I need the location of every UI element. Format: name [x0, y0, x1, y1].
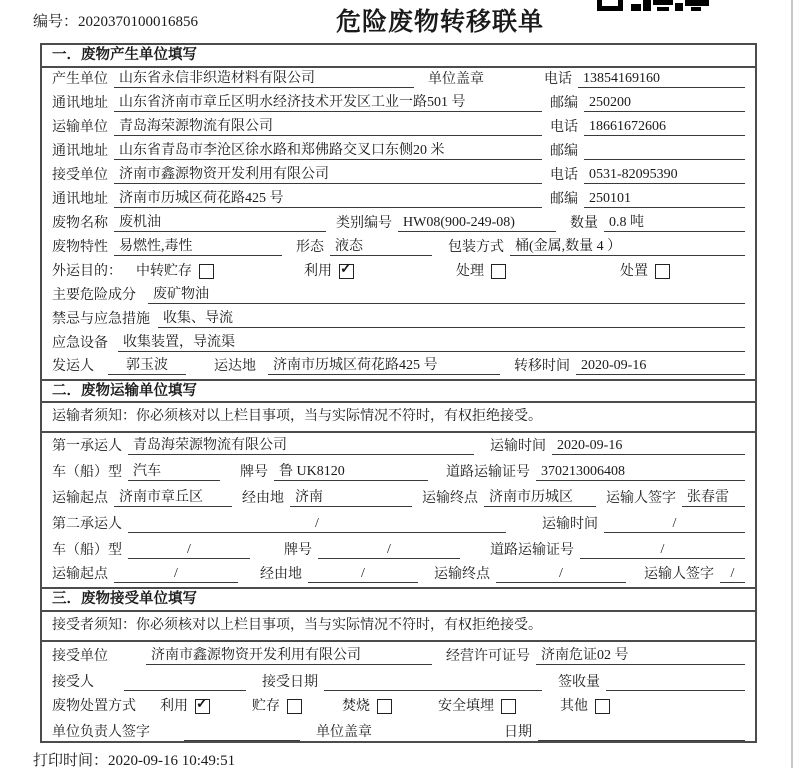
carrier2-vehicle-value: /	[128, 541, 250, 559]
carrier1-origin-value: 济南市章丘区	[114, 489, 232, 507]
row-receiver	[42, 164, 755, 188]
head-signature-label: 单位负责人签字	[52, 725, 150, 740]
transporter-notice-text: 运输者须知：你必须核对以上栏目事项，当与实际情况不符时，有权拒绝接受。	[52, 408, 542, 424]
purpose-option-recycle	[304, 263, 354, 280]
row-transporter	[42, 116, 755, 140]
purpose-label: 外运目的：	[52, 263, 122, 279]
producer-value: 山东省永信非织造材料有限公司	[114, 70, 414, 88]
receiver-phone-value: 0531-82095390	[584, 166, 745, 184]
row-head-signature	[42, 720, 755, 745]
head-signature-value	[184, 723, 300, 741]
origin-label: 运输起点	[52, 567, 108, 582]
row-producer	[42, 68, 755, 92]
phone-label: 电话	[544, 72, 572, 87]
row-hazard-component	[42, 284, 755, 308]
accept-date-label: 接受日期	[262, 675, 318, 690]
carrier1-sign-value: 张春雷	[682, 489, 745, 507]
carrier1-permit-value: 370213006408	[536, 463, 745, 481]
destination-value: 济南市历城区荷花路425 号	[268, 357, 500, 375]
date-value	[538, 723, 745, 741]
category-value: HW08(900-249-08)	[398, 214, 556, 232]
row-waste-name	[42, 212, 755, 236]
accept-unit-label: 接受单位	[52, 649, 108, 664]
receiver-notice-text: 接受者须知：你必须核对以上栏目事项，当与实际情况不符时，有权拒绝接受。	[52, 617, 542, 633]
section2-header	[42, 381, 755, 403]
check-mark: ✓	[340, 261, 352, 277]
purpose-option-treatment	[456, 263, 506, 280]
transporter-value: 青岛海荣源物流有限公司	[114, 118, 542, 136]
print-time-value: 2020-09-16 10:49:51	[108, 753, 236, 768]
accept-date-value	[324, 673, 542, 691]
carrier2-sign-value: /	[720, 565, 745, 583]
license-value: 济南危证02 号	[536, 647, 745, 665]
purpose-option-disposal	[620, 263, 670, 280]
option-label: 中转贮存	[136, 263, 192, 279]
purpose-option-transfer-storage	[136, 263, 214, 280]
row-carrier1-vehicle	[42, 459, 755, 485]
row-emergency-measures	[42, 308, 755, 332]
checkbox-disposal	[655, 264, 670, 279]
section1-title: 一．废物产生单位填写	[52, 47, 197, 63]
packing-label: 包装方式	[448, 240, 504, 255]
disposal-option-storage	[252, 698, 302, 715]
carrier2-time-value: /	[604, 515, 745, 533]
destination-label: 运达地	[214, 359, 256, 374]
row-carrier2	[42, 511, 755, 537]
hazard-component-label: 主要危险成分	[52, 288, 136, 303]
manifest-form	[40, 43, 757, 743]
waste-name-value: 废机油	[114, 214, 326, 232]
option-label: 安全填埋	[438, 699, 494, 714]
carrier1-end-value: 济南市历城区	[484, 489, 596, 507]
row-sender	[42, 356, 755, 381]
row-transporter-notice	[42, 403, 755, 433]
producer-phone-value: 13854169160	[578, 70, 745, 88]
form-value: 液态	[330, 238, 432, 256]
section2-title: 二．废物运输单位填写	[52, 382, 197, 399]
carrier2-origin-value: /	[114, 565, 238, 583]
phone-label: 电话	[550, 120, 578, 135]
transport-time-label: 运输时间	[542, 517, 598, 532]
received-amount-label: 签收量	[558, 675, 600, 690]
option-label: 利用	[160, 699, 188, 714]
category-label: 类别编号	[336, 216, 392, 231]
carrier2-plate-value: /	[318, 541, 460, 559]
print-time-label: 打印时间：	[33, 753, 109, 768]
plate-label: 牌号	[240, 465, 268, 480]
row-producer-address	[42, 92, 755, 116]
zip-label: 邮编	[550, 96, 578, 111]
doc-number-label: 编号：	[33, 14, 79, 30]
carrier2-via-value: /	[308, 565, 418, 583]
row-emergency-equipment	[42, 332, 755, 356]
emergency-equipment-value: 收集装置，导流渠	[118, 334, 745, 352]
section3-header	[42, 589, 755, 612]
page-title: 危险废物转移联单	[335, 9, 544, 36]
section1-header	[42, 45, 755, 68]
row-recipient	[42, 669, 755, 695]
carrier-sign-label: 运输人签字	[644, 567, 714, 582]
option-label: 贮存	[252, 699, 280, 714]
check-mark: ✓	[196, 697, 208, 712]
checkbox-transfer-storage	[199, 264, 214, 279]
origin-label: 运输起点	[52, 491, 108, 506]
unit-seal-label: 单位盖章	[316, 725, 372, 740]
row-waste-character	[42, 236, 755, 260]
checkbox-treatment	[491, 264, 506, 279]
disposal-method-label: 废物处置方式	[52, 699, 136, 714]
transporter-zip-value	[584, 142, 745, 160]
row-receiver-notice	[42, 612, 755, 642]
transporter-label: 运输单位	[52, 120, 108, 135]
recipient-value	[124, 673, 246, 691]
producer-label: 产生单位	[52, 72, 108, 87]
vehicle-type-label: 车（船）型	[52, 465, 122, 480]
carrier-sign-label: 运输人签字	[606, 491, 676, 506]
row-accept-unit	[42, 642, 755, 669]
carrier1-label: 第一承运人	[52, 439, 122, 454]
checkbox-disposal-other	[595, 699, 610, 714]
receiver-label: 接受单位	[52, 168, 108, 183]
row-carrier1	[42, 433, 755, 459]
zip-label: 邮编	[550, 192, 578, 207]
carrier2-end-value: /	[496, 565, 626, 583]
accept-unit-value: 济南市鑫源物资开发利用有限公司	[146, 647, 432, 665]
license-label: 经营许可证号	[446, 649, 530, 664]
disposal-option-recycle	[160, 698, 210, 715]
received-amount-value	[606, 673, 745, 691]
vehicle-type-label: 车（船）型	[52, 543, 122, 558]
transport-time-label: 运输时间	[490, 439, 546, 454]
transporter-phone-value: 18661672606	[584, 118, 745, 136]
row-receiver-address	[42, 188, 755, 212]
packing-value: 桶(金属,数量 4 ）	[510, 238, 745, 256]
road-permit-label: 道路运输证号	[446, 465, 530, 480]
disposal-option-other	[560, 698, 610, 715]
option-label: 其他	[560, 699, 588, 714]
row-transporter-address	[42, 140, 755, 164]
receiver-zip-value: 250101	[584, 190, 745, 208]
hazard-component-value: 废矿物油	[148, 286, 745, 304]
checkbox-recycle	[339, 261, 354, 279]
carrier1-value: 青岛海荣源物流有限公司	[128, 437, 474, 455]
via-label: 经由地	[242, 491, 284, 506]
checkbox-disposal-landfill	[501, 699, 516, 714]
transfer-time-label: 转移时间	[514, 359, 570, 374]
waste-character-value: 易燃性,毒性	[114, 238, 282, 256]
emergency-measures-label: 禁忌与应急措施	[52, 312, 150, 327]
via-label: 经由地	[260, 567, 302, 582]
road-permit-label: 道路运输证号	[490, 543, 574, 558]
print-time-line	[33, 749, 235, 768]
row-carrier1-route	[42, 485, 755, 511]
producer-address-value: 山东省济南市章丘区明水经济技术开发区工业一路501 号	[114, 94, 542, 112]
option-label: 焚烧	[342, 699, 370, 714]
carrier2-value: /	[128, 515, 506, 533]
producer-zip-value: 250200	[584, 94, 745, 112]
zip-label: 邮编	[550, 144, 578, 159]
carrier1-plate-value: 鲁 UK8120	[274, 463, 428, 481]
receiver-address-value: 济南市历城区荷花路425 号	[114, 190, 542, 208]
quantity-value: 0.8 吨	[604, 214, 745, 232]
checkbox-disposal-incineration	[377, 699, 392, 714]
disposal-option-landfill	[438, 698, 516, 715]
address-label: 通讯地址	[52, 144, 108, 159]
emergency-equipment-label: 应急设备	[52, 336, 108, 351]
endpoint-label: 运输终点	[434, 567, 490, 582]
plate-label: 牌号	[284, 543, 312, 558]
section3-title: 三．废物接受单位填写	[52, 591, 197, 607]
carrier1-time-value: 2020-09-16	[552, 437, 745, 455]
page-edge-line	[791, 0, 793, 768]
doc-number: 2020370100016856	[78, 14, 199, 30]
phone-label: 电话	[550, 168, 578, 183]
disposal-option-incineration	[342, 698, 392, 715]
address-label: 通讯地址	[52, 96, 108, 111]
option-label: 处理	[456, 263, 484, 279]
carrier1-via-value: 济南	[290, 489, 412, 507]
recipient-label: 接受人	[52, 675, 94, 690]
transporter-address-value: 山东省青岛市李沧区徐水路和郑佛路交叉口东侧20 米	[114, 142, 542, 160]
receiver-value: 济南市鑫源物资开发利用有限公司	[114, 166, 542, 184]
sender-label: 发运人	[52, 359, 94, 374]
endpoint-label: 运输终点	[422, 491, 478, 506]
row-purpose	[42, 260, 755, 284]
carrier2-permit-value: /	[580, 541, 745, 559]
carrier1-vehicle-value: 汽车	[128, 463, 220, 481]
quantity-label: 数量	[570, 216, 598, 231]
checkbox-disposal-storage	[287, 699, 302, 714]
unit-seal-label: 单位盖章	[428, 72, 484, 87]
date-label: 日期	[504, 725, 532, 740]
option-label: 利用	[304, 263, 332, 279]
waste-character-label: 废物特性	[52, 240, 108, 255]
checkbox-disposal-recycle	[195, 699, 210, 714]
sender-value: 郭玉波	[108, 357, 186, 375]
address-label: 通讯地址	[52, 192, 108, 207]
carrier2-label: 第二承运人	[52, 517, 122, 532]
transfer-time-value: 2020-09-16	[576, 357, 745, 375]
waste-name-label: 废物名称	[52, 216, 108, 231]
row-carrier2-route	[42, 563, 755, 589]
row-carrier2-vehicle	[42, 537, 755, 563]
option-label: 处置	[620, 263, 648, 279]
form-label: 形态	[296, 240, 324, 255]
row-disposal-method	[42, 695, 755, 720]
emergency-measures-value: 收集、导流	[158, 310, 745, 328]
